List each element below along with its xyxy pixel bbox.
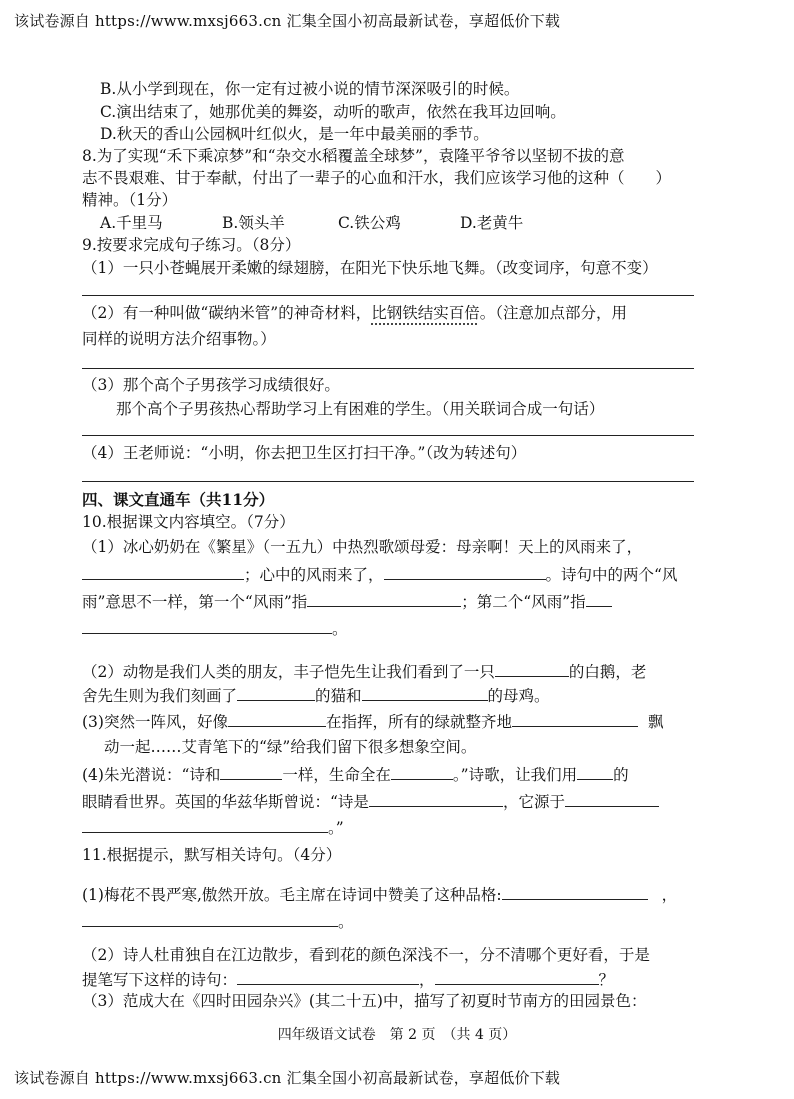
q10-part-1c-text: 。诗句中的两个“风	[545, 566, 678, 584]
answer-line-q9-1[interactable]	[82, 295, 694, 296]
q10-part-1d	[82, 590, 612, 612]
q10-part-2c	[82, 684, 550, 706]
q10-part-3c-text: 飘	[647, 713, 664, 731]
q9-part-3b: 那个高个子男孩热心帮助学习上有困难的学生。（用关联词合成一句话）	[116, 400, 605, 418]
q7-option-d: D.秋天的香山公园枫叶红似火，是一年中最美丽的季节。	[100, 125, 489, 143]
q9-part-4: （4）王老师说：“小明，你去把卫生区打扫干净。”（改为转述句）	[82, 444, 527, 462]
answer-line-q9-3[interactable]	[82, 435, 694, 436]
q10-part-4f-text: ，它源于	[502, 793, 565, 811]
q10-part-3a	[82, 710, 664, 732]
fill-blank[interactable]	[565, 790, 659, 807]
fill-blank[interactable]	[586, 590, 612, 607]
q9-title: 9.按要求完成句子练习。（8分）	[82, 236, 301, 254]
fill-blank[interactable]	[435, 968, 599, 985]
q10-part-4c-text: 。”诗歌，让我们用	[452, 766, 578, 784]
q11-part-1b-text: ，	[661, 886, 678, 904]
q8-line-2: 志不畏艰难、甘于奉献，付出了一辈子的心血和汗水，我们应该学习他的这种（ ）	[82, 169, 672, 187]
q10-part-4g-text: 。”	[328, 819, 344, 837]
q11-part-1a-text: (1)梅花不畏严寒,傲然开放。毛主席在诗词中赞美了这种品格:	[82, 886, 502, 904]
q11-part-2b	[82, 968, 614, 990]
q11-part-2d-text: ？	[598, 971, 615, 989]
fill-blank[interactable]	[384, 563, 546, 580]
fill-blank[interactable]	[220, 763, 282, 780]
q10-part-1b-text: ；心中的风雨来了，	[244, 566, 384, 584]
fill-blank[interactable]	[369, 790, 503, 807]
q10-part-1f	[82, 617, 348, 639]
q10-part-4d-text: 的	[613, 766, 629, 784]
q10-part-4a-text: (4)朱光潜说：“诗和	[82, 766, 221, 784]
section-4-title: 四、课文直通车（共11分）	[82, 490, 275, 509]
q8-option-d: D.老黄牛	[460, 214, 524, 232]
fill-blank[interactable]	[391, 763, 453, 780]
q9-part-2-dotted-phrase: 比钢铁结实百倍	[371, 304, 480, 322]
q10-part-2a-text: （2）动物是我们人类的朋友，丰子恺先生让我们看到了一只	[82, 663, 495, 681]
fill-blank[interactable]	[82, 816, 328, 833]
fill-blank[interactable]	[237, 968, 419, 985]
q9-part-2	[82, 303, 627, 323]
q10-part-2d-text: 的猫和	[315, 687, 362, 705]
q11-part-2b-text: 提笔写下这样的诗句：	[82, 971, 238, 989]
q10-part-4e	[82, 790, 659, 812]
q10-part-3a-text: (3)突然一阵风，好像	[82, 713, 228, 731]
q11-part-1c-text: 。	[338, 913, 354, 931]
q9-part-3a: （3）那个高个子男孩学习成绩很好。	[82, 376, 340, 394]
q10-part-2c-text: 舍先生则为我们刻画了	[82, 687, 238, 705]
q10-part-3b-text: 在指挥，所有的绿就整齐地	[325, 713, 512, 731]
fill-blank[interactable]	[82, 617, 332, 634]
q8-option-b: B.领头羊	[222, 214, 285, 232]
q7-option-c: C.演出结束了，她那优美的舞姿，动听的歌声，依然在我耳边回响。	[100, 103, 566, 121]
q11-part-2a: （2）诗人杜甫独自在江边散步，看到花的颜色深浅不一，分不清哪个更好看，于是	[82, 946, 650, 964]
q10-part-1d-text: 雨”意思不一样，第一个“风雨”指	[82, 593, 308, 611]
q10-part-2b-text: 的白鹅，老	[568, 663, 647, 681]
fill-blank[interactable]	[228, 710, 326, 727]
fill-blank[interactable]	[362, 684, 488, 701]
answer-line-q9-4[interactable]	[82, 481, 694, 482]
answer-line-q9-2[interactable]	[82, 368, 694, 369]
q10-part-1f-text: 。	[332, 620, 348, 638]
q10-part-4e-text: 眼睛看世界。英国的华兹华斯曾说：“诗是	[82, 793, 369, 811]
q10-part-1b	[82, 563, 677, 585]
q11-title: 11.根据提示，默写相关诗句。（4分）	[82, 846, 342, 864]
q10-part-4g	[82, 816, 344, 838]
page-footer: 四年级语文试卷 第 2 页 （共 4 页）	[277, 1027, 517, 1043]
q11-part-1c	[82, 910, 354, 932]
q9-part-2-cont: 同样的说明方法介绍事物。）	[82, 330, 276, 348]
q10-part-2e-text: 的母鸡。	[487, 687, 550, 705]
q8-option-c: C.铁公鸡	[338, 214, 401, 232]
fill-blank[interactable]	[502, 883, 648, 900]
q8-line-1: 8.为了实现“禾下乘凉梦”和“杂交水稻覆盖全球梦”，袁隆平爷爷以坚韧不拔的意	[82, 147, 625, 165]
q11-part-2c-text: ，	[419, 971, 435, 989]
q10-part-1a: （1）冰心奶奶在《繁星》（一五九）中热烈歌颂母爱：母亲啊！天上的风雨来了，	[82, 538, 643, 556]
q9-part-2-text-c: 。（注意加点部分，用	[479, 304, 627, 322]
fill-blank[interactable]	[82, 563, 244, 580]
q8-option-a: A.千里马	[100, 214, 163, 232]
q10-title: 10.根据课文内容填空。（7分）	[82, 513, 295, 531]
fill-blank[interactable]	[237, 684, 315, 701]
q10-part-4a	[82, 763, 629, 785]
q9-part-1: （1）一只小苍蝇展开柔嫩的绿翅膀，在阳光下快乐地飞舞。（改变词序，句意不变）	[82, 259, 658, 277]
q9-part-2-text-a: （2）有一种叫做“碳纳米管”的神奇材料，	[82, 304, 372, 322]
source-note-top: 该试卷源自 https://www.mxsj663.cn 汇集全国小初高最新试卷，享超低价下载	[14, 12, 561, 30]
q11-part-1a	[82, 883, 677, 905]
q7-option-b: B.从小学到现在，你一定有过被小说的情节深深吸引的时候。	[100, 80, 520, 98]
q8-line-3: 精神。（1分）	[82, 191, 178, 209]
fill-blank[interactable]	[512, 710, 638, 727]
fill-blank[interactable]	[307, 590, 461, 607]
fill-blank[interactable]	[577, 763, 613, 780]
q10-part-2a	[82, 660, 646, 682]
fill-blank[interactable]	[82, 910, 338, 927]
source-note-bottom: 该试卷源自 https://www.mxsj663.cn 汇集全国小初高最新试卷，享超低价下载	[14, 1069, 561, 1087]
fill-blank[interactable]	[495, 660, 569, 677]
q10-part-3d: 动一起……艾青笔下的“绿”给我们留下很多想象空间。	[104, 738, 477, 756]
q10-part-1e-text: ；第二个“风雨”指	[461, 593, 586, 611]
q11-part-3: （3）范成大在《四时田园杂兴》(其二十五)中，描写了初夏时节南方的田园景色：	[82, 992, 647, 1010]
q10-part-4b-text: 一样，生命全在	[282, 766, 391, 784]
